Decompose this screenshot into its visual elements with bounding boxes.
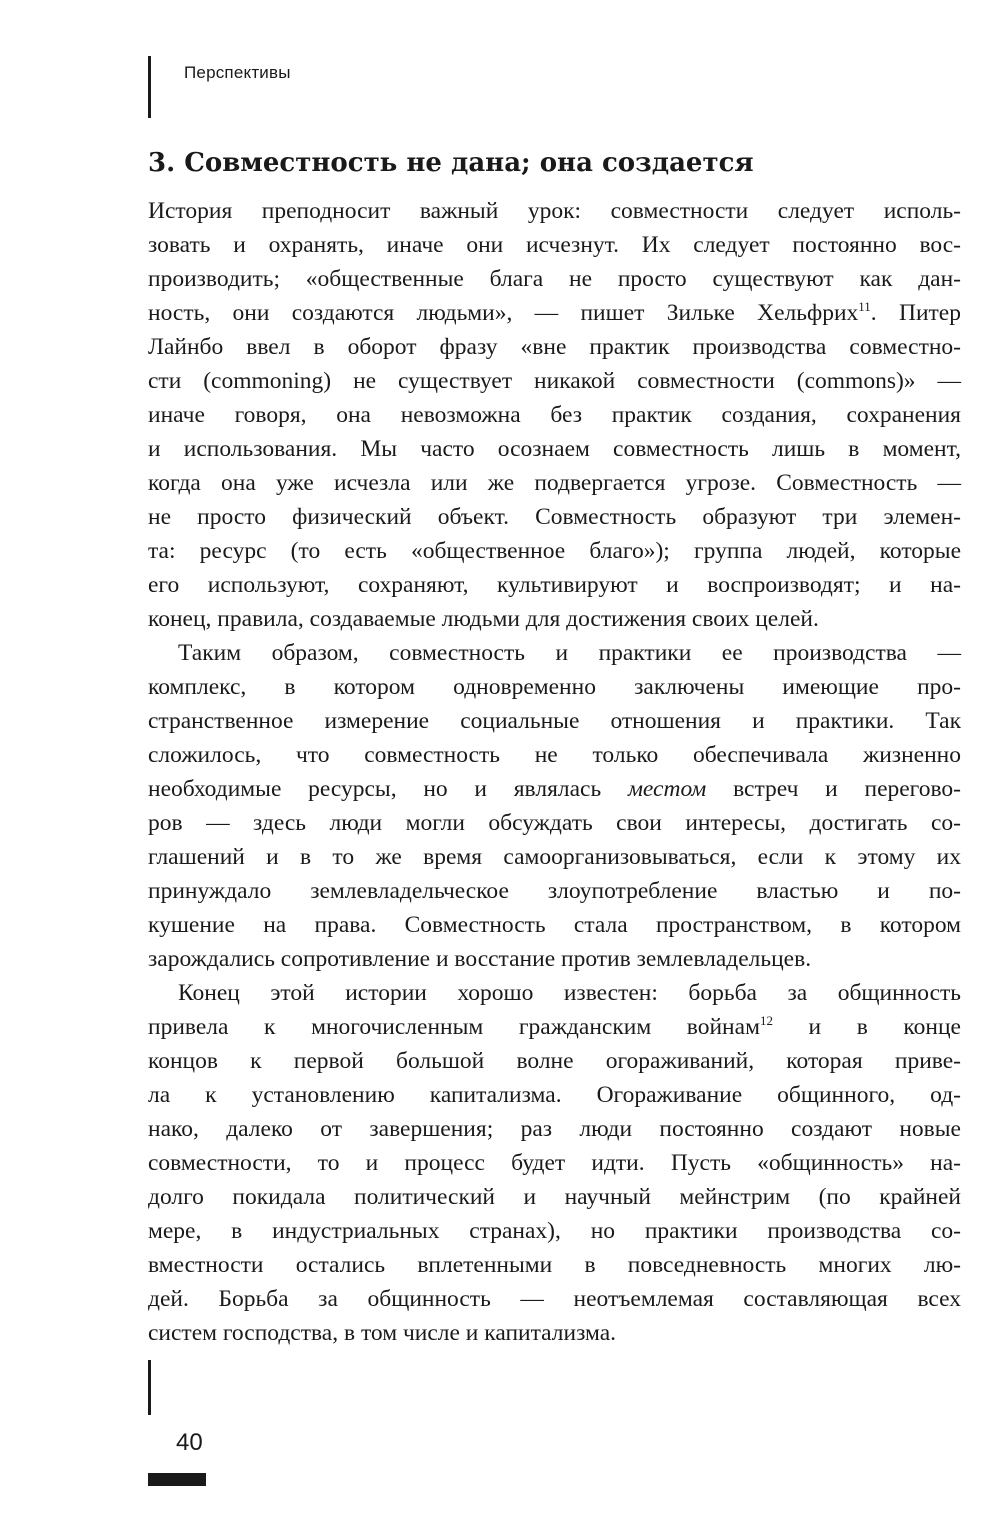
text-line: Конец этой истории хорошо известен: борьба за общинность [178, 980, 961, 1006]
text-line: его используют, сохраняют, культивируют и воспроизводят; и на- [148, 572, 961, 598]
text-line: систем господства, в том числе и капитализма. [148, 1320, 617, 1346]
text-line: История преподносит важный урок: совместности следует исполь- [148, 198, 961, 224]
page-marker-bar [148, 1473, 206, 1486]
text-line: конец, правила, создаваемые людьми для достижения своих целей. [148, 606, 819, 632]
footer-rule [148, 1360, 151, 1415]
text-line: и использования. Мы часто осознаем совместность лишь в момент, [148, 436, 961, 462]
text-line: вместности остались вплетенными в повседневность многих лю- [148, 1252, 961, 1278]
text-line: ров — здесь люди могли обсуждать свои интересы, достигать со- [148, 810, 961, 836]
text-line: сложилось, что совместность не только обеспечивала жизненно [148, 742, 961, 768]
text-line: дей. Борьба за общинность — неотъемлемая составляющая всех [148, 1286, 961, 1312]
text-line: иначе говоря, она невозможна без практик создания, сохранения [148, 402, 961, 428]
section-title: 3. Совместность не дана; она создается [148, 148, 754, 178]
text-line: зовать и охранять, иначе они исчезнут. Их следует постоянно вос- [148, 232, 961, 258]
text-segment: встреч и перегово- [733, 776, 961, 802]
text-line: комплекс, в котором одновременно заключены имеющие про- [148, 674, 961, 700]
footnote-ref[interactable]: 12 [759, 1013, 773, 1028]
text-line: нако, далеко от завершения; раз люди постоянно создают новые [148, 1116, 961, 1142]
running-head-rule [148, 56, 151, 118]
page-number: 40 [176, 1429, 203, 1456]
text-segment: ность, они создаются людьми», — пишет Зильке Хельфрих [148, 300, 859, 326]
footnote-ref[interactable]: 11 [858, 299, 871, 314]
text-line: кушение на права. Совместность стала пространством, в котором [148, 912, 961, 938]
text-line: Таким образом, совместность и практики ее производства — [178, 640, 961, 666]
text-line: та: ресурс (то есть «общественное благо»); группа людей, которые [148, 538, 961, 564]
text-line: сти (commoning) не существует никакой совместности (commons)» — [148, 368, 961, 394]
text-line [148, 1010, 961, 1044]
text-segment: и в конце [808, 1014, 961, 1040]
text-line: зарождались сопротивление и восстание против землевладельцев. [148, 946, 812, 972]
text-segment: необходимые ресурсы, но и являлась [148, 776, 602, 802]
text-line: когда она уже исчезла или же подвергается угрозе. Совместность — [148, 470, 961, 496]
running-head: Перспективы [184, 63, 291, 82]
text-line: Лайнбо ввел в оборот фразу «вне практик производства совместно- [148, 334, 961, 360]
italic-word: местом [627, 776, 707, 802]
text-line: долго покидала политический и научный мейнстрим (по крайней [148, 1184, 961, 1210]
text-segment: . Питер [870, 300, 961, 326]
text-line: принуждало землевладельческое злоупотребление властью и по- [148, 878, 961, 904]
text-segment: привела к многочисленным гражданским войнам [148, 1014, 760, 1040]
text-line: концов к первой большой волне огораживаний, которая приве- [148, 1048, 961, 1074]
text-line: не просто физический объект. Совместность образуют три элемен- [148, 504, 961, 530]
body-text [148, 194, 961, 1350]
text-line [148, 772, 961, 806]
text-line: странственное измерение социальные отношения и практики. Так [148, 708, 961, 734]
text-line: мере, в индустриальных странах), но практики производства со- [148, 1218, 961, 1244]
text-line: совместности, то и процесс будет идти. Пусть «общинность» на- [148, 1150, 961, 1176]
text-line: производить; «общественные блага не просто существуют как дан- [148, 266, 961, 292]
text-line: ла к установлению капитализма. Огораживание общинного, од- [148, 1082, 961, 1108]
text-line: глашений и в то же время самоорганизовываться, если к этому их [148, 844, 961, 870]
text-line [148, 296, 961, 330]
